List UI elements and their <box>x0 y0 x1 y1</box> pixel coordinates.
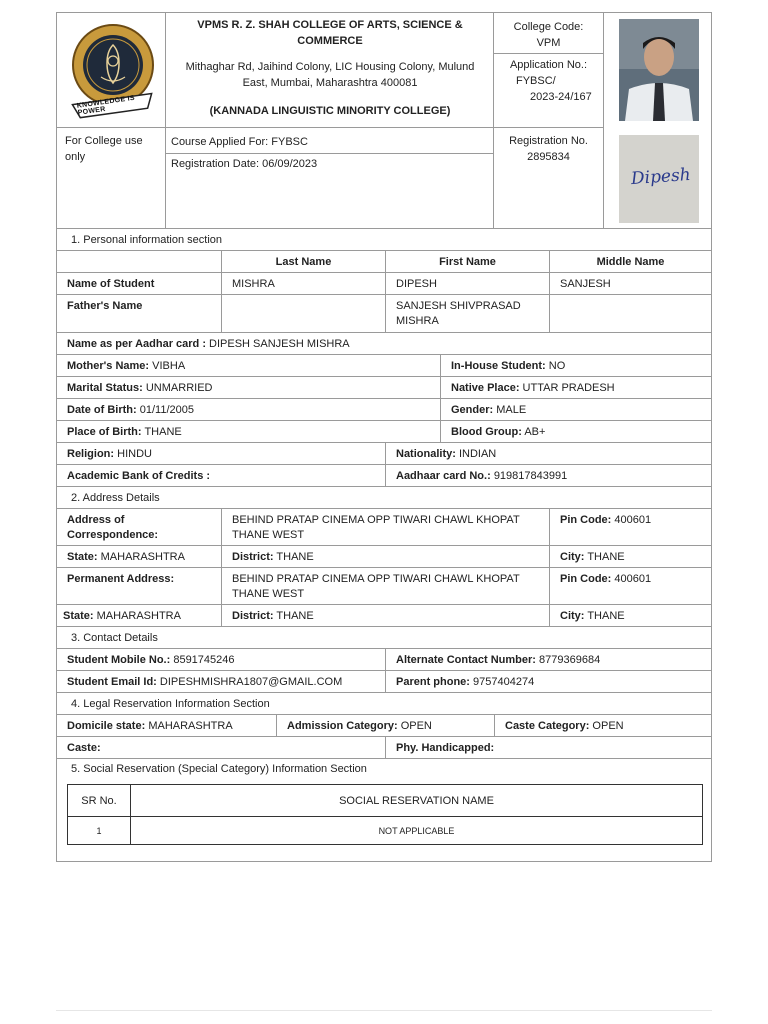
phy-handicapped-label: Phy. Handicapped: <box>385 737 711 758</box>
caste-category: OPEN <box>592 720 624 732</box>
personal-section-title: 1. Personal information section <box>57 229 711 251</box>
admission-form <box>56 12 712 862</box>
row-sr-no: 1 <box>68 817 131 845</box>
college-name: VPMS R. Z. SHAH COLLEGE OF ARTS, SCIENCE & COMMERCE <box>197 19 463 47</box>
abc-label: Academic Bank of Credits : <box>67 470 211 482</box>
alternate-contact: 8779369684 <box>539 654 601 666</box>
mother-row: Mother's Name: VIBHA In-House Student: NO <box>57 355 711 377</box>
father-first-name: SANJESH SHIVPRASAD MISHRA <box>385 295 549 332</box>
logo-motto: KNOWLEDGE IS POWER <box>76 94 136 117</box>
caste-label: Caste: <box>67 742 101 754</box>
dob-row: Date of Birth: 01/11/2005 Gender: MALE <box>57 399 711 421</box>
caste-row <box>57 737 711 759</box>
permanent-row: Permanent Address: BEHIND PRATAP CINEMA OPP TIWARI CHAWL KHOPAT THANE WEST Pin Code: 400601 <box>57 568 711 605</box>
registration-no: 2895834 <box>527 151 570 163</box>
correspondence-row: Address of Correspondence: BEHIND PRATAP CINEMA OPP TIWARI CHAWL KHOPAT THANE WEST Pin Code: 400601 <box>57 509 711 546</box>
student-last-name: MISHRA <box>221 273 385 294</box>
aadhaar-number: 919817843991 <box>493 470 568 482</box>
social-reservation-table <box>67 784 703 845</box>
parent-phone: 9757404274 <box>473 676 535 688</box>
college-logo <box>65 21 161 121</box>
aadhar-name: DIPESH SANJESH MISHRA <box>209 338 350 350</box>
pob-row: Place of Birth: THANE Blood Group: AB+ <box>57 421 711 443</box>
permanent-label: Permanent Address: <box>67 573 175 585</box>
student-mobile: 8591745246 <box>173 654 235 666</box>
religion: HINDU <box>117 448 152 460</box>
permanent-state: MAHARASHTRA <box>96 610 181 622</box>
father-name-row <box>57 295 711 333</box>
college-info <box>175 17 485 117</box>
correspondence-address: BEHIND PRATAP CINEMA OPP TIWARI CHAWL KHOPAT THANE WEST <box>221 509 549 545</box>
signature-text: Dipesh <box>630 164 692 190</box>
college-code: VPM <box>536 37 561 49</box>
registration-no-box <box>494 133 603 165</box>
student-name-row <box>57 273 711 295</box>
col-last-name: Last Name <box>221 251 385 272</box>
name-header-row <box>57 251 711 273</box>
gender: MALE <box>496 404 527 416</box>
address-section-title: 2. Address Details <box>57 487 711 509</box>
mother-name: VIBHA <box>152 360 186 372</box>
permanent-address: BEHIND PRATAP CINEMA OPP TIWARI CHAWL KHOPAT THANE WEST <box>221 568 549 604</box>
abc-row: Academic Bank of Credits : Aadhaar card No.: 919817843991 <box>57 465 711 487</box>
student-photo <box>619 19 699 121</box>
admission-category: OPEN <box>400 720 432 732</box>
correspondence-state: MAHARASHTRA <box>100 551 185 563</box>
header-block <box>57 13 711 229</box>
domicile-row: Domicile state: MAHARASHTRA Admission Category: OPEN Caste Category: OPEN <box>57 715 711 737</box>
correspondence-city: THANE <box>587 551 625 563</box>
student-name-label: Name of Student <box>67 278 155 290</box>
legal-section-title: 4. Legal Reservation Information Section <box>57 693 711 715</box>
father-name-label: Father's Name <box>67 300 143 312</box>
social-section-title: 5. Social Reservation (Special Category) Information Section <box>71 763 367 775</box>
contact-section-title: 3. Contact Details <box>57 627 711 649</box>
application-no-box <box>494 57 603 105</box>
col-middle-name: Middle Name <box>549 251 711 272</box>
native-place: UTTAR PRADESH <box>522 382 615 394</box>
place-of-birth: THANE <box>144 426 182 438</box>
religion-row: Religion: HINDU Nationality: INDIAN <box>57 443 711 465</box>
correspondence-label: Address of Correspondence: <box>67 514 159 541</box>
course-applied: Course Applied For: FYBSC <box>171 136 308 148</box>
college-code-box <box>494 19 603 51</box>
for-college-use: For College use only <box>65 135 143 163</box>
aadhar-name-row <box>57 333 711 355</box>
marital-status: UNMARRIED <box>145 382 213 394</box>
application-no-part2: 2023-24/167 <box>530 91 592 103</box>
permanent-state-row: State: MAHARASHTRA District: THANE City: THANE <box>57 605 711 627</box>
student-email: DIPESHMISHRA1807@GMAIL.COM <box>159 676 343 688</box>
correspondence-state-row: State: MAHARASHTRA District: THANE City: THANE <box>57 546 711 568</box>
row-social-reservation-name: NOT APPLICABLE <box>131 817 703 845</box>
student-first-name: DIPESH <box>385 273 549 294</box>
student-middle-name: SANJESH <box>549 273 711 294</box>
permanent-pin: 400601 <box>614 573 652 585</box>
correspondence-pin: 400601 <box>614 514 652 526</box>
domicile-state: MAHARASHTRA <box>148 720 233 732</box>
email-row: Student Email Id: DIPESHMISHRA1807@GMAIL.COM Parent phone: 9757404274 <box>57 671 711 693</box>
footer-divider <box>56 1010 712 1011</box>
table-row <box>68 817 703 845</box>
col-first-name: First Name <box>385 251 549 272</box>
registration-no-label: Registration No. <box>509 135 588 147</box>
table-header-row <box>68 785 703 817</box>
mobile-row: Student Mobile No.: 8591745246 Alternate Contact Number: 8779369684 <box>57 649 711 671</box>
aadhar-name-label: Name as per Aadhar card : <box>67 338 206 350</box>
registration-date: Registration Date: 06/09/2023 <box>171 158 318 170</box>
college-address: Mithaghar Rd, Jaihind Colony, LIC Housing Colony, Mulund East, Mumbai, Maharashtra 400081 <box>185 61 475 89</box>
nationality: INDIAN <box>458 448 497 460</box>
inhouse-student: NO <box>548 360 566 372</box>
date-of-birth: 01/11/2005 <box>139 404 194 416</box>
correspondence-district: THANE <box>276 551 314 563</box>
application-no-part1: FYBSC/ <box>516 75 556 87</box>
student-signature <box>619 135 699 223</box>
blood-group: AB+ <box>524 426 546 438</box>
college-code-label: College Code: <box>513 21 584 33</box>
col-social-reservation-name: SOCIAL RESERVATION NAME <box>131 785 703 817</box>
minority-note: (KANNADA LINGUISTIC MINORITY COLLEGE) <box>209 105 451 117</box>
permanent-city: THANE <box>587 610 625 622</box>
application-no-label: Application No.: <box>509 59 588 71</box>
marital-row: Marital Status: UNMARRIED Native Place: UTTAR PRADESH <box>57 377 711 399</box>
col-sr-no: SR No. <box>68 785 131 817</box>
permanent-district: THANE <box>276 610 314 622</box>
